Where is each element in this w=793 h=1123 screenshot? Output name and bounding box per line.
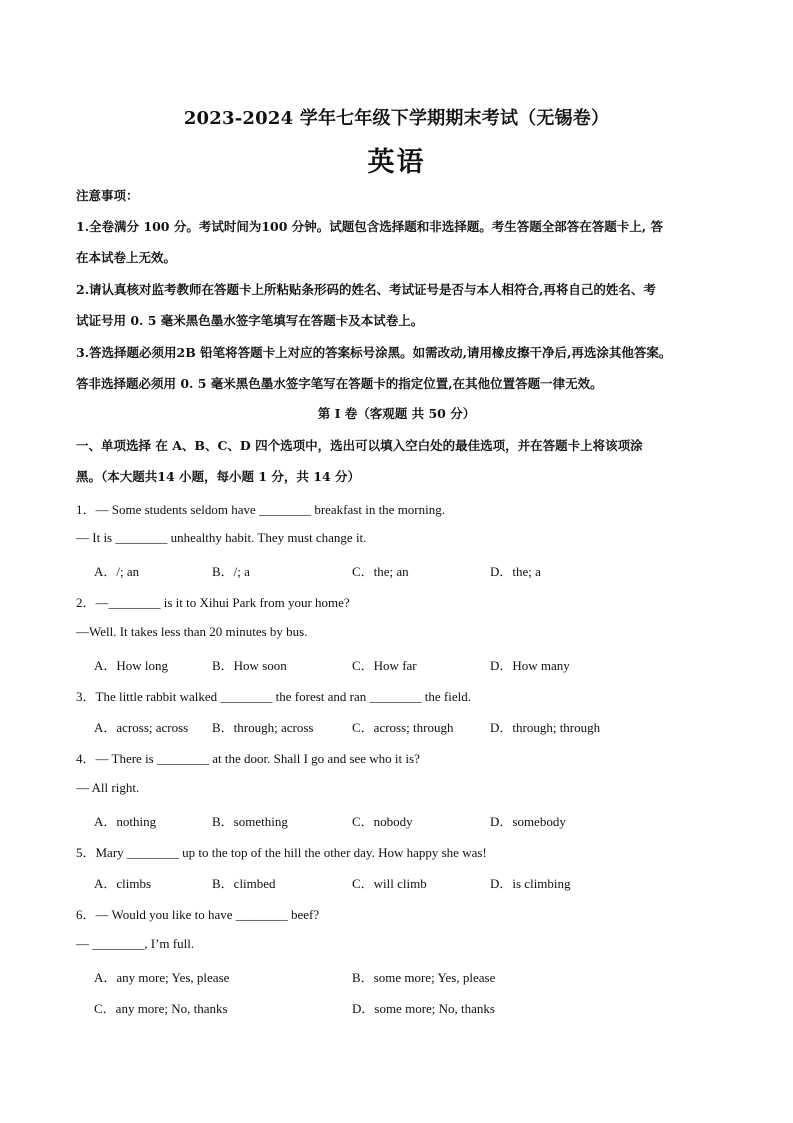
part-one-instruction: 黑。（本大题共14 小题，每小题 1 分，共 14 分） xyxy=(76,469,360,484)
question-2-stem: 2．—________ is it to Xihui Park from your home? xyxy=(76,595,350,610)
question-5-option-a: A．climbs xyxy=(94,876,152,891)
question-3-option-b: B．through; across xyxy=(212,720,314,735)
notice-line: 试证号用 0. 5 毫米黑色墨水签字笔填写在答题卡及本试卷上。 xyxy=(76,313,424,328)
question-1-stem: — It is ________ unhealthy habit. They must change it. xyxy=(76,530,367,545)
question-4-stem: — All right. xyxy=(76,780,140,795)
question-1-stem: 1．— Some students seldom have ________ breakfast in the morning. xyxy=(76,502,446,517)
question-6-option-d: D．some more; No, thanks xyxy=(352,1001,495,1016)
subject-title: 英语 xyxy=(367,147,426,178)
question-2-option-c: C．How far xyxy=(352,658,417,673)
notice-line: 在本试卷上无效。 xyxy=(76,250,177,265)
part-one-instruction: 一、单项选择 在 A、B、C、D 四个选项中，选出可以填入空白处的最佳选项，并在答题卡上将该项涂 xyxy=(76,438,643,453)
notice-line: 3.答选择题必须用2B 铅笔将答题卡上对应的答案标号涂黑。如需改动,请用橡皮擦干净后,再选涂其他答案。 xyxy=(76,345,672,360)
question-4-stem: 4．— There is ________ at the door. Shall I go and see who it is? xyxy=(76,751,420,766)
question-6-option-a: A．any more; Yes, please xyxy=(94,970,230,985)
question-1-option-c: C．the; an xyxy=(352,564,409,579)
question-2-option-a: A．How long xyxy=(94,658,169,673)
exam-title: 2023-2024 学年七年级下学期期末考试（无锡卷） xyxy=(183,108,610,129)
question-2-option-d: D．How many xyxy=(490,658,570,673)
question-1-option-d: D．the; a xyxy=(490,564,541,579)
notice-heading: 注意事项： xyxy=(76,188,139,203)
question-1-option-b: B．/; a xyxy=(212,564,250,579)
question-4-option-c: C．nobody xyxy=(352,814,413,829)
question-3-option-c: C．across; through xyxy=(352,720,454,735)
question-4-option-a: A．nothing xyxy=(94,814,157,829)
question-4-option-d: D．somebody xyxy=(490,814,566,829)
question-3-option-a: A．across; across xyxy=(94,720,189,735)
question-4-option-b: B．something xyxy=(212,814,288,829)
question-5-option-b: B．climbed xyxy=(212,876,276,891)
question-2-option-b: B．How soon xyxy=(212,658,287,673)
question-1-option-a: A．/; an xyxy=(94,564,140,579)
question-2-stem: —Well. It takes less than 20 minutes by bus. xyxy=(76,624,308,639)
question-6-stem: — ________, I’m full. xyxy=(76,936,195,951)
notice-line: 2.请认真核对监考教师在答题卡上所粘贴条形码的姓名、考试证号是否与本人相符合,再将自己的姓名、考 xyxy=(76,282,656,297)
notice-line: 1.全卷满分 100 分。考试时间为100 分钟。试题包含选择题和非选择题。考生答题全部答在答题卡上, 答 xyxy=(76,219,663,234)
section-title: 第 I 卷（客观题 共 50 分） xyxy=(317,406,476,421)
question-6-option-b: B．some more; Yes, please xyxy=(352,970,496,985)
notice-line: 答非选择题必须用 0. 5 毫米黑色墨水签字笔写在答题卡的指定位置,在其他位置答题一律无效。 xyxy=(76,376,603,391)
question-5-option-c: C．will climb xyxy=(352,876,427,891)
question-3-stem: 3．The little rabbit walked ________ the forest and ran ________ the field. xyxy=(76,689,471,704)
question-5-stem: 5．Mary ________ up to the top of the hill the other day. How happy she was! xyxy=(76,845,487,860)
question-5-option-d: D．is climbing xyxy=(490,876,571,891)
question-3-option-d: D．through; through xyxy=(490,720,601,735)
question-6-option-c: C．any more; No, thanks xyxy=(94,1001,228,1016)
question-6-stem: 6．— Would you like to have ________ beef? xyxy=(76,907,320,922)
